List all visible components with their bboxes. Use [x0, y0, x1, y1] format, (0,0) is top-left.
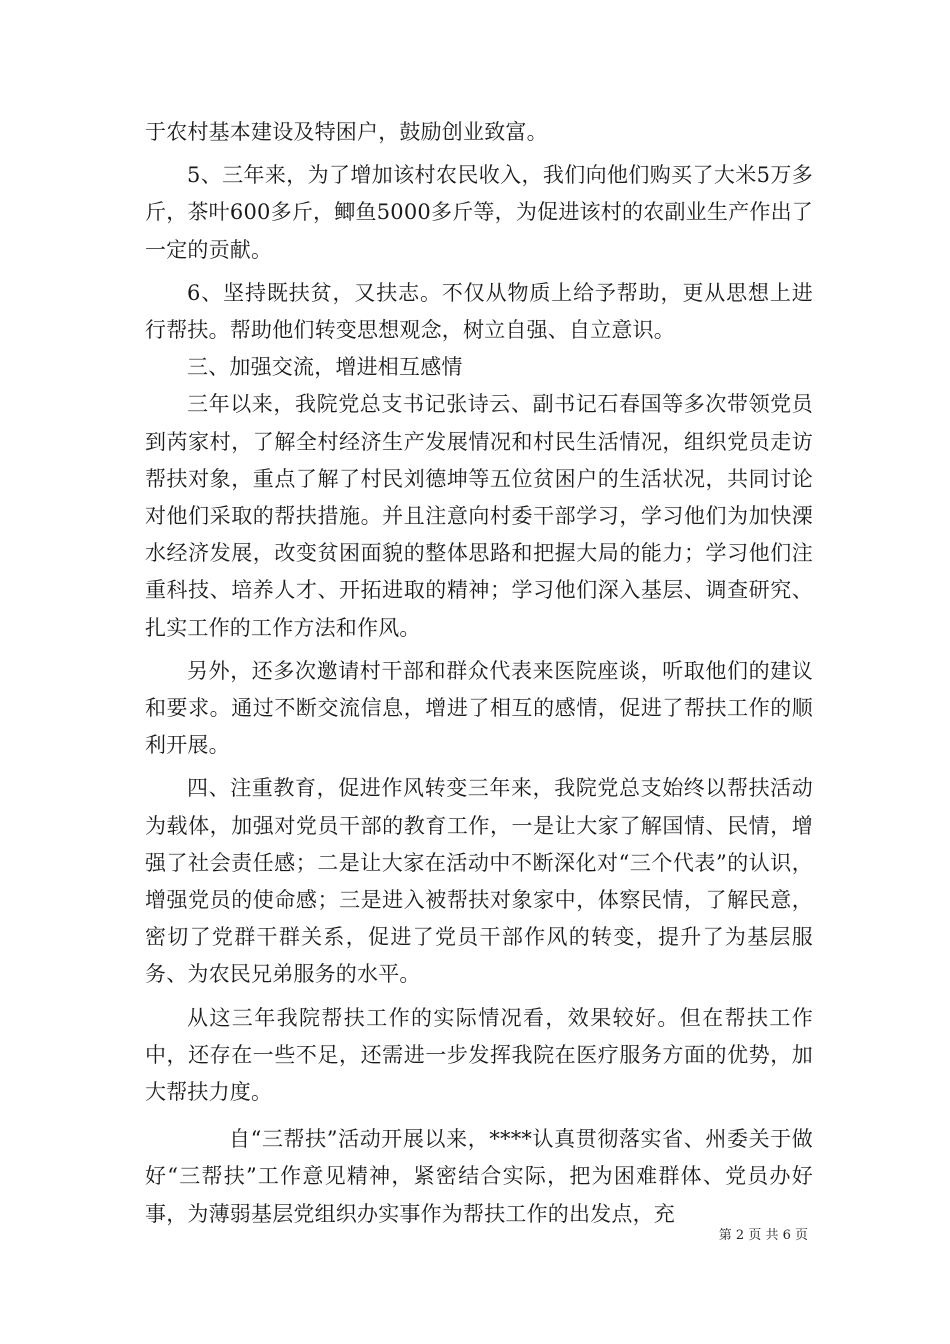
paragraph-item-5: 5、三年来，为了增加该村农民收入，我们向他们购买了大米5万多斤，茶叶600多斤，鲫鱼5000多斤等，为促进该村的农副业生产作出了一定的贡献。 — [145, 163, 813, 262]
paragraph-three-assistance: 自“三帮扶”活动开展以来，****认真贯彻落实省、州委关于做好“三帮扶”工作意见精神，紧密结合实际，把为困难群体、党员办好事，为薄弱基层党组织办实事作为帮扶工作的出发点，充 — [145, 1127, 813, 1226]
paragraph-continuation: 于农村基本建设及特困户，鼓励创业致富。 — [145, 120, 548, 144]
section-heading-3: 三、加强交流，增进相互感情 — [187, 355, 463, 380]
document-body — [145, 114, 813, 1233]
page-number-footer: 第 2 页 共 6 页 — [718, 1228, 808, 1243]
paragraph-invitation: 另外，还多次邀请村干部和群众代表来医院座谈，听取他们的建议和要求。通过不断交流信息，增进了相互的感情，促进了帮扶工作的顺利开展。 — [145, 658, 813, 758]
paragraph-item-6: 6、坚持既扶贫，又扶志。不仅从物质上给予帮助，更从思想上进行帮扶。帮助他们转变思想观念，树立自强、自立意识。 — [145, 280, 813, 343]
paragraph-exchange: 三年以来，我院党总支书记张诗云、副书记石春国等多次带领党员到芮家村，了解全村经济生产发展情况和村民生活情况，组织党员走访帮扶对象，重点了解了村民刘德坤等五位贫困户的生活状况，共同讨论对他们采取的帮扶措施。并且注意向村委干部学习，学习他们为加快溧水经济发展，改变贫困面貌的整体思路和把握大局的能力；学习他们注重科技、培养人才、开拓进取的精神；学习他们深入基层、调查研究、扎实工作的工作方法和作风。 — [145, 392, 813, 640]
paragraph-section-4: 四、注重教育，促进作风转变三年来，我院党总支始终以帮扶活动为载体，加强对党员干部的教育工作，一是让大家了解国情、民情，增强了社会责任感；二是让大家在活动中不断深化对“三个代表”的认识，增强党员的使命感；三是进入被帮扶对象家中，体察民情，了解民意，密切了党群干群关系，促进了党员干部作风的转变，提升了为基层服务、为农民兄弟服务的水平。 — [145, 776, 813, 987]
paragraph-summary: 从这三年我院帮扶工作的实际情况看，效果较好。但在帮扶工作中，还存在一些不足，还需进一步发挥我院在医疗服务方面的优势，加大帮扶力度。 — [145, 1005, 813, 1105]
